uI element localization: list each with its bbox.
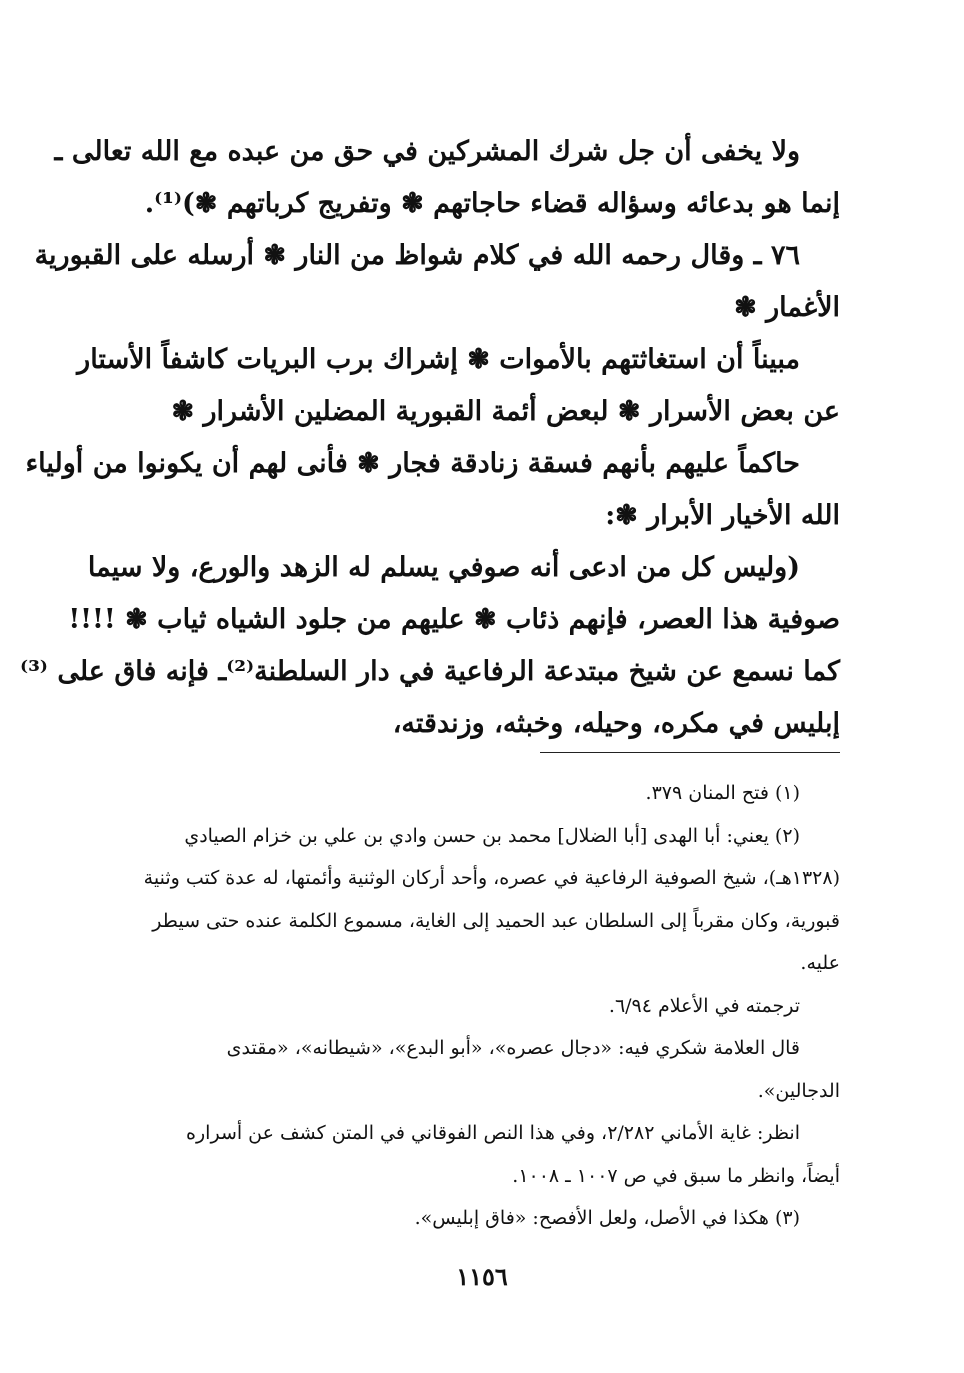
main-text-line: حاكماً عليهم بأنهم فسقة زنادقة فجار ❃ فأنى لهم أن يكونوا من أولياء [25,448,800,479]
main-text-line: ولا يخفى أن جل شرك المشركين في حق من عبده مع الله تعالى ـ [54,136,800,167]
footnote-line: قال العلامة شكري فيه: «دجال عصره»، «أبو البدع»، «شيطانه»، «مقتدى [226,1037,800,1059]
main-text-line: إنما هو بدعائه وسؤاله قضاء حاجاتهم ❃ وتفريج كرباتهم ❃)⁽¹⁾. [144,188,840,219]
footnote-line: انظر: غاية الأماني ٢/٢٨٢، وفي هذا النص الفوقاني في المتن كشف عن أسراره [186,1122,800,1144]
footnote-line: (١) فتح المنان ٣٧٩. [645,782,800,804]
footnote-separator [540,752,840,753]
main-text-line: صوفية هذا العصر، فإنهم ذئاب ❃ عليهم من جلود الشياه ثياب ❃ !!!! [68,604,840,635]
main-text-line: كما نسمع عن شيخ مبتدعة الرفاعية في دار السلطنة⁽²⁾ـ فإنه فاق على ⁽³⁾ [20,656,840,687]
main-text-line: عن بعض الأسرار ❃ لبعض أئمة القبورية المضلين الأشرار ❃ [171,396,840,427]
footnote-line: قبورية، وكان مقرباً إلى السلطان عبد الحميد إلى الغاية، مسموع الكلمة عنده حتى سيطر [152,909,840,932]
footnote-line: ترجمته في الأعلام ٦/٩٤. [608,994,800,1017]
footnote-line: (١٣٢٨هـ)، شيخ الصوفية الرفاعية في عصره، وأحد أركان الوثنية وأئمتها، له عدة كتب وثنية [143,867,840,889]
footnote-line: أيضاً، وانظر ما سبق في ص ١٠٠٧ ـ ١٠٠٨. [512,1164,840,1187]
main-text-line: (وليس كل من ادعى أنه صوفي يسلم له الزهد والورع، ولا سيما [87,552,800,583]
main-text-line: مبيناً أن استغاثتهم بالأموات ❃ إشراك برب البريات كاشفاً الأستار [77,344,800,375]
main-text-line: ٧٦ ـ وقال رحمه الله في كلام شواظ من النار ❃ أرسله على القبورية [34,240,800,271]
main-text-line: الأغمار ❃ [734,292,840,323]
main-text-line: الله الأخيار الأبرار ❃: [605,500,840,531]
page-number: ١١٥٦ [456,1262,508,1291]
main-text-line: إبليس في مكره، وحيله، وخبثه، وزندقته، [392,708,840,739]
footnote-line: (٢) يعني: أبا الهدى [أبا الضلال] محمد بن حسن وادي بن علي بن خزام الصيادي [184,824,800,847]
footnotes-block [110,772,840,1240]
footnote-line: الدجالين». [757,1079,840,1102]
footnote-line: (٣) هكذا في الأصل، ولعل الأفصح: «فاق إبليس». [414,1207,800,1229]
main-text-block [20,126,840,750]
footnote-line: عليه. [800,952,840,974]
